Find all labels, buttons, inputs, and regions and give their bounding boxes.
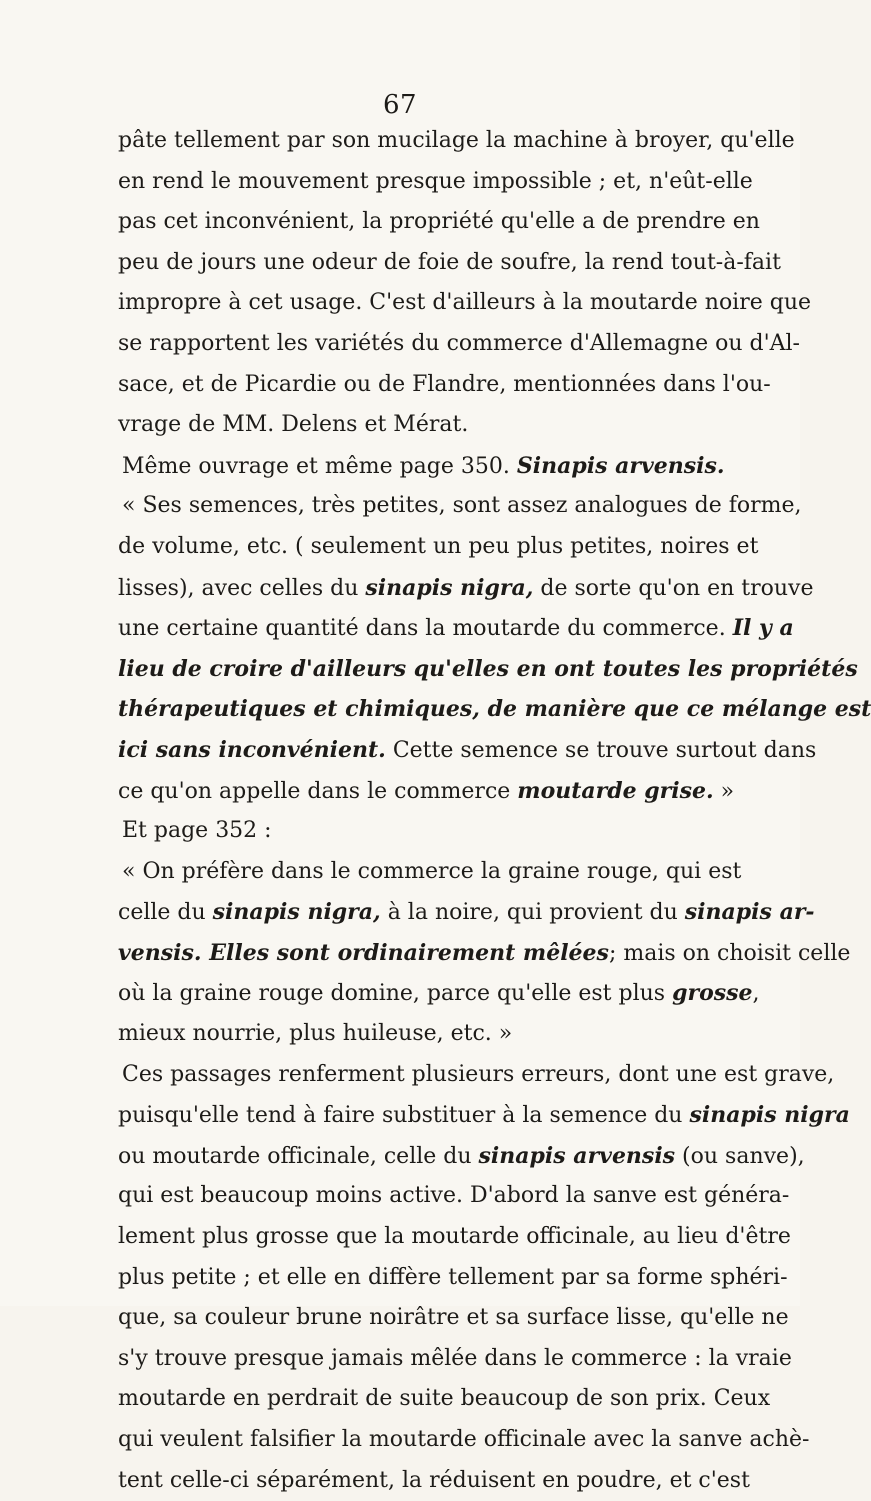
text-line — [118, 730, 817, 771]
text-line: qui veulent falsifier la moutarde officinale avec la sanve achè- — [118, 1427, 810, 1452]
italic-run: sinapis ar- — [684, 899, 815, 926]
text-line: impropre à cet usage. C'est d'ailleurs à la moutarde noire que — [118, 290, 812, 316]
text-line: Ces passages renferment plusieurs erreurs, dont une est grave, — [122, 1061, 835, 1087]
text-line: thérapeutiques et chimiques, de manière que ce mélange est — [118, 696, 871, 723]
text-line: mieux nourrie, plus huileuse, etc. » — [118, 1021, 513, 1047]
text-line — [118, 608, 794, 649]
text-run: ou moutarde officinale, celle du — [118, 1143, 479, 1169]
page-number: 67 — [382, 90, 418, 120]
text-line: « On préfère dans le commerce la graine rouge, qui est — [122, 858, 742, 884]
text-run: Cette semence se trouve surtout dans — [385, 737, 817, 763]
text-line — [118, 933, 851, 974]
text-line: Et page 352 : — [122, 818, 272, 844]
text-line: qui est beaucoup moins active. D'abord la sanve est généra- — [118, 1183, 790, 1209]
text-run: celle du — [118, 900, 213, 926]
text-run: de sorte qu'on en trouve — [533, 575, 814, 601]
body-text — [118, 121, 871, 1501]
text-line: vrage de MM. Delens et Mérat. — [118, 412, 469, 438]
text-run: ce qu'on appelle dans le commerce — [118, 778, 518, 804]
text-line: s'y trouve presque jamais mêlée dans le commerce : la vraie — [118, 1345, 792, 1371]
text-line: pas cet inconvénient, la propriété qu'elle a de prendre en — [118, 209, 760, 235]
text-line: plus petite ; et elle en diffère tellement par sa forme sphéri- — [118, 1264, 788, 1290]
text-line: en rend le mouvement presque impossible ; et, n'eût-elle — [118, 168, 753, 194]
italic-run: Il y a — [732, 615, 794, 642]
text-line: moutarde en perdrait de suite beaucoup de son prix. Ceux — [118, 1386, 771, 1412]
italic-run: grosse — [672, 980, 753, 1007]
text-run: » — [713, 778, 735, 804]
text-line: pâte tellement par son mucilage la machine à broyer, qu'elle — [118, 128, 795, 153]
italic-run: ici sans inconvénient. — [118, 736, 386, 763]
text-line: se rapportent les variétés du commerce d'Allemagne ou d'Al- — [118, 330, 800, 356]
text-line: que, sa couleur brune noirâtre et sa surface lisse, qu'elle ne — [118, 1305, 789, 1331]
text-run: , — [752, 981, 760, 1007]
italic-run: vensis. Elles sont ordinairement mêlées — [118, 939, 609, 966]
text-line: tent celle-ci séparément, la réduisent en poudre, et c'est — [118, 1467, 750, 1493]
text-line — [118, 446, 725, 487]
text-run: ; mais on choisit celle — [608, 940, 851, 966]
text-line: de volume, etc. ( seulement un peu plus petites, noires et — [118, 533, 759, 559]
text-run: puisqu'elle tend à faire substituer à la semence du — [118, 1103, 690, 1129]
text-line — [118, 568, 814, 609]
text-run: (ou sanve), — [675, 1143, 805, 1169]
italic-run: Sinapis arvensis. — [516, 452, 725, 479]
text-line: sace, et de Picardie ou de Flandre, mentionnées dans l'ou- — [118, 371, 771, 397]
text-run: Même ouvrage et même page 350. — [122, 453, 517, 479]
text-run: une certaine quantité dans la moutarde du commerce. — [118, 616, 733, 642]
text-line: peu de jours une odeur de foie de soufre, la rend tout-à-fait — [118, 249, 781, 275]
italic-run: moutarde grise. — [517, 777, 714, 804]
italic-run: sinapis arvensis — [478, 1142, 676, 1169]
italic-run: sinapis nigra, — [212, 899, 381, 926]
text-line — [118, 973, 760, 1014]
text-run: lisses), avec celles du — [118, 575, 366, 601]
text-run: où la graine rouge domine, parce qu'elle est plus — [118, 981, 673, 1007]
text-line: « Ses semences, très petites, sont assez analogues de forme, — [122, 493, 802, 519]
text-line: lement plus grosse que la moutarde officinale, au lieu d'être — [118, 1224, 791, 1250]
text-line — [118, 1136, 805, 1177]
italic-run: sinapis nigra, — [365, 574, 534, 601]
text-line: lieu de croire d'ailleurs qu'elles en ont toutes les propriétés — [118, 655, 858, 682]
text-line — [118, 892, 815, 933]
text-line — [118, 771, 735, 812]
text-run: à la noire, qui provient du — [380, 900, 685, 926]
italic-run: sinapis nigra — [689, 1102, 850, 1129]
text-line — [118, 1095, 850, 1136]
